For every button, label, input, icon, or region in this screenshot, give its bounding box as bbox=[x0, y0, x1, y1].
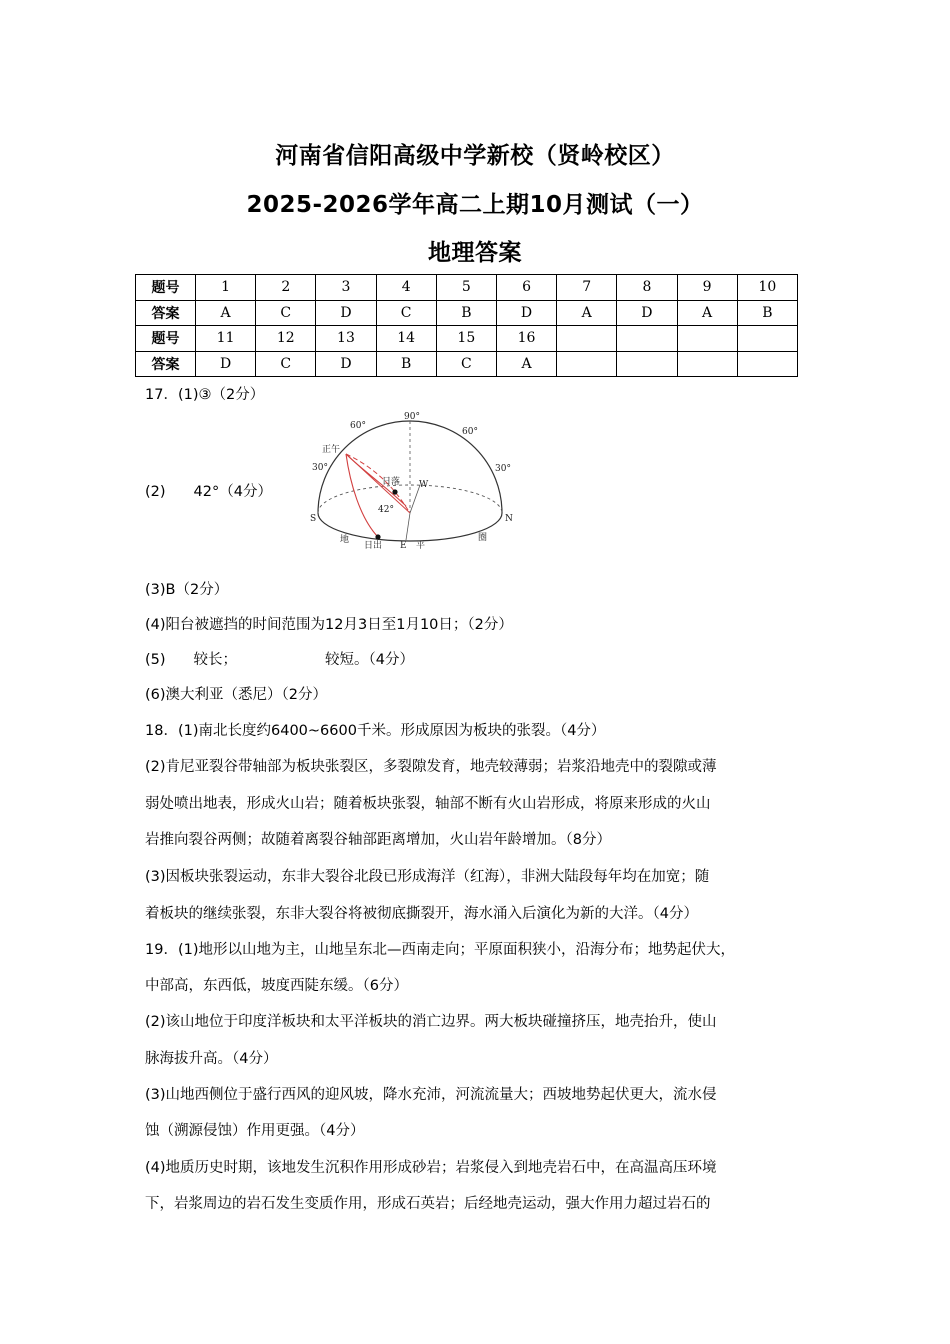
answer-cell: D bbox=[617, 300, 677, 326]
row-label: 答案 bbox=[136, 351, 196, 377]
question-number-cell: 6 bbox=[496, 275, 556, 301]
answer-cell bbox=[557, 351, 617, 377]
question-number-cell bbox=[617, 326, 677, 352]
question-number-cell: 2 bbox=[256, 275, 316, 301]
subject-title: 地理答案 bbox=[428, 240, 522, 266]
answer-cell: C bbox=[376, 300, 436, 326]
question-number-cell: 16 bbox=[496, 326, 556, 352]
q17-part5 bbox=[145, 648, 414, 669]
label-60-right: 60° bbox=[462, 427, 478, 437]
answer-cell: C bbox=[256, 300, 316, 326]
answer-cell: A bbox=[677, 300, 737, 326]
q17-part2-answer: 42°（4分） bbox=[193, 484, 272, 500]
question-number-cell: 4 bbox=[376, 275, 436, 301]
q18-part1: 18．(1)南北长度约6400~6600千米。形成原因为板块的张裂。（4分） bbox=[145, 723, 606, 739]
question-number-cell: 11 bbox=[196, 326, 256, 352]
question-number-cell bbox=[557, 326, 617, 352]
row-label: 题号 bbox=[136, 275, 196, 301]
question-number-cell: 1 bbox=[196, 275, 256, 301]
answer-cell bbox=[617, 351, 677, 377]
label-60-left: 60° bbox=[350, 421, 366, 431]
q19-part1-line2: 中部高，东西低，坡度西陡东缓。（6分） bbox=[145, 978, 408, 994]
label-di: 地 bbox=[340, 535, 350, 545]
row-label: 答案 bbox=[136, 300, 196, 326]
sunset-point bbox=[392, 489, 397, 494]
label-sunrise: 日出 bbox=[364, 541, 383, 551]
question-number-cell: 10 bbox=[737, 275, 797, 301]
q19-part3-line1: (3)山地西侧位于盛行西风的迎风坡，降水充沛，河流流量大；西坡地势起伏更大，流水侵 bbox=[145, 1087, 717, 1103]
answer-cell: A bbox=[496, 351, 556, 377]
answer-cell bbox=[677, 351, 737, 377]
question-number-cell: 14 bbox=[376, 326, 436, 352]
question-number-cell: 7 bbox=[557, 275, 617, 301]
question-number-cell: 5 bbox=[436, 275, 496, 301]
answer-cell: B bbox=[436, 300, 496, 326]
label-w: W bbox=[419, 480, 429, 490]
answer-cell: D bbox=[496, 300, 556, 326]
question-number-cell: 3 bbox=[316, 275, 376, 301]
q18-part3-line1: (3)因板块张裂运动，东非大裂谷北段已形成海洋（红海），非洲大陆段每年均在加宽；随 bbox=[145, 869, 710, 885]
question-number-cell: 8 bbox=[617, 275, 677, 301]
q18-part2-line3: 岩推向裂谷两侧；故随着离裂谷轴部距离增加，火山岩年龄增加。（8分） bbox=[145, 832, 611, 848]
answer-cell: C bbox=[436, 351, 496, 377]
label-30-right: 30° bbox=[495, 464, 511, 474]
q19-part1-line1: 19．(1)地形以山地为主，山地呈东北—西南走向；平原面积狭小，沿海分布；地势起伏大， bbox=[145, 942, 735, 958]
answer-table bbox=[135, 274, 798, 377]
label-90: 90° bbox=[404, 412, 420, 422]
q17-part6: (6)澳大利亚（悉尼）（2分） bbox=[145, 687, 328, 703]
label-ping: 平 bbox=[416, 541, 426, 551]
label-n: N bbox=[505, 514, 513, 524]
exam-title: 2025-2026学年高二上期10月测试（一） bbox=[246, 192, 704, 218]
q17-part4: (4)阳台被遮挡的时间范围为12月3日至1月10日；（2分） bbox=[145, 617, 513, 633]
answer-cell: A bbox=[557, 300, 617, 326]
q19-part2-line2: 脉海拔升高。（4分） bbox=[145, 1051, 278, 1067]
q17-part5-b: 较短。（4分） bbox=[325, 652, 415, 668]
q18-part2-line1: (2)肯尼亚裂谷带轴部为板块张裂区，多裂隙发育，地壳较薄弱；岩浆沿地壳中的裂隙或薄 bbox=[145, 759, 717, 775]
label-30-left: 30° bbox=[312, 463, 328, 473]
answer-cell: A bbox=[196, 300, 256, 326]
question-number-cell: 9 bbox=[677, 275, 737, 301]
question-number-cell: 12 bbox=[256, 326, 316, 352]
q17-part5-label: (5) bbox=[145, 652, 166, 668]
school-title: 河南省信阳高级中学新校（贤岭校区） bbox=[275, 143, 675, 169]
question-number-cell: 13 bbox=[316, 326, 376, 352]
q17-part5-a: 较长； bbox=[193, 652, 238, 668]
row-label: 题号 bbox=[136, 326, 196, 352]
q19-part4-line2: 下，岩浆周边的岩石发生变质作用，形成石英岩；后经地壳运动，强大作用力超过岩石的 bbox=[145, 1196, 711, 1212]
sun-path-rise bbox=[346, 454, 378, 537]
label-angle: 42° bbox=[378, 505, 394, 515]
q18-part2-line2: 弱处喷出地表，形成火山岩；随着板块张裂，轴部不断有火山岩形成，将原来形成的火山 bbox=[145, 796, 711, 812]
q18-part3-line2: 着板块的继续张裂，东非大裂谷将被彻底撕裂开，海水涌入后演化为新的大洋。（4分） bbox=[145, 906, 698, 922]
answer-cell: D bbox=[196, 351, 256, 377]
answer-cell: D bbox=[316, 351, 376, 377]
answer-cell: B bbox=[376, 351, 436, 377]
q17-part1: 17．(1)③（2分） bbox=[145, 387, 265, 403]
table-row bbox=[136, 351, 798, 377]
celestial-diagram bbox=[300, 408, 530, 556]
q19-part3-line2: 蚀（溯源侵蚀）作用更强。（4分） bbox=[145, 1123, 365, 1139]
answer-cell bbox=[737, 351, 797, 377]
table-row bbox=[136, 300, 798, 326]
east-line bbox=[406, 513, 410, 540]
label-quan: 圈 bbox=[478, 533, 488, 543]
label-e: E bbox=[400, 541, 407, 551]
question-number-cell bbox=[677, 326, 737, 352]
table-row bbox=[136, 275, 798, 301]
answer-cell: C bbox=[256, 351, 316, 377]
q17-part2-label: (2) bbox=[145, 484, 166, 500]
q17-part2 bbox=[145, 480, 272, 501]
label-noon: 正午 bbox=[322, 445, 341, 455]
sunrise-point bbox=[375, 534, 380, 539]
q17-part3: (3)B（2分） bbox=[145, 582, 229, 598]
label-sunset: 日落 bbox=[382, 477, 401, 487]
question-number-cell: 15 bbox=[436, 326, 496, 352]
answer-cell: B bbox=[737, 300, 797, 326]
table-row bbox=[136, 326, 798, 352]
q19-part2-line1: (2)该山地位于印度洋板块和太平洋板块的消亡边界。两大板块碰撞挤压，地壳抬升，使山 bbox=[145, 1014, 717, 1030]
question-number-cell bbox=[737, 326, 797, 352]
answer-cell: D bbox=[316, 300, 376, 326]
label-s: S bbox=[310, 514, 317, 524]
q19-part4-line1: (4)地质历史时期，该地发生沉积作用形成砂岩；岩浆侵入到地壳岩石中，在高温高压环境 bbox=[145, 1160, 717, 1176]
